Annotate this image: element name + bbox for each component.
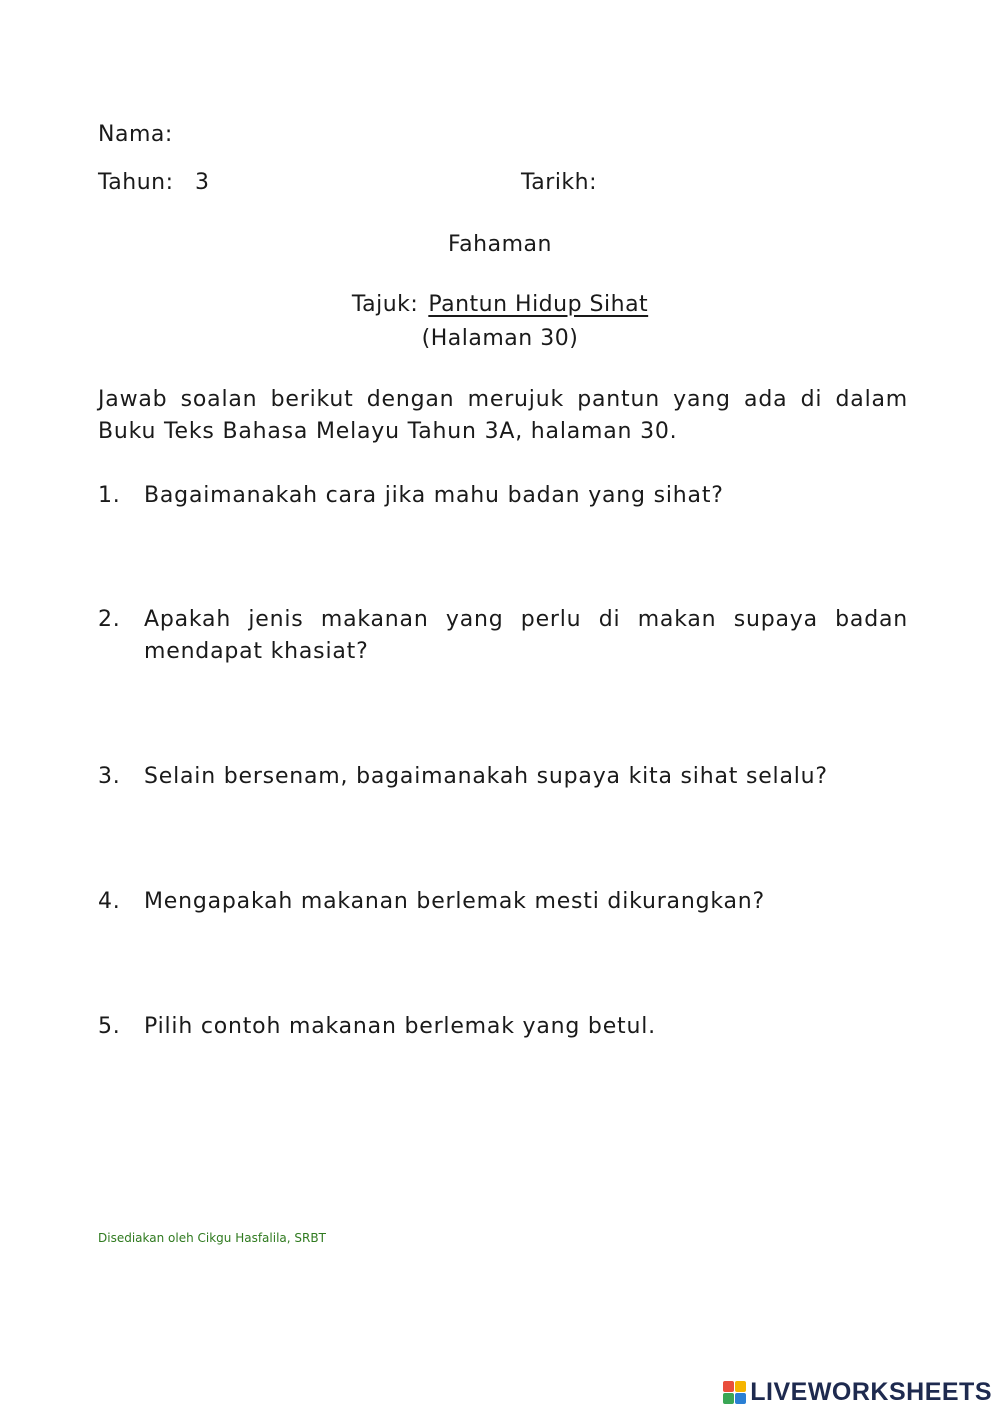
topic-label: Tajuk:: [351, 292, 419, 317]
question-item: [98, 761, 908, 793]
author-credit: Disediakan oleh Cikgu Hasfalila, SRBT: [98, 1231, 326, 1245]
question-number: 2.: [98, 607, 121, 632]
page-reference: (Halaman 30): [421, 326, 579, 351]
question-number: 4.: [98, 889, 121, 914]
brand-name: LIVEWORKSHEETS: [750, 1378, 992, 1406]
question-number: 1.: [98, 483, 121, 508]
page-heading: Fahaman: [448, 232, 552, 257]
liveworksheets-logo-icon: [723, 1381, 746, 1404]
question-item: [98, 1011, 908, 1043]
year-value: 3: [195, 170, 210, 195]
year-field: [98, 170, 210, 195]
instructions-text: Jawab soalan berikut dengan merujuk pantun yang ada di dalam Buku Teks Bahasa Melayu Tahun 3A, halaman 30.: [98, 387, 908, 444]
question-text: Apakah jenis makanan yang perlu di makan supaya badan mendapat khasiat?: [144, 607, 908, 664]
topic-title: Pantun Hidup Sihat: [428, 292, 649, 317]
logo-square: [723, 1393, 734, 1404]
logo-square: [735, 1393, 746, 1404]
year-label: Tahun:: [98, 170, 174, 195]
logo-square: [723, 1381, 734, 1392]
question-text: Bagaimanakah cara jika mahu badan yang sihat?: [144, 483, 724, 508]
name-label: Nama:: [98, 122, 173, 147]
liveworksheets-brand[interactable]: [723, 1378, 992, 1407]
logo-square: [735, 1381, 746, 1392]
question-text: Pilih contoh makanan berlemak yang betul.: [144, 1014, 656, 1039]
question-number: 5.: [98, 1014, 121, 1039]
question-number: 3.: [98, 764, 121, 789]
question-item: [98, 604, 908, 668]
topic-row: [0, 292, 1000, 317]
question-text: Mengapakah makanan berlemak mesti dikurangkan?: [144, 889, 766, 914]
question-item: [98, 480, 908, 512]
question-item: [98, 886, 908, 918]
question-text: Selain bersenam, bagaimanakah supaya kita sihat selalu?: [144, 764, 828, 789]
date-label: Tarikh:: [521, 170, 598, 195]
